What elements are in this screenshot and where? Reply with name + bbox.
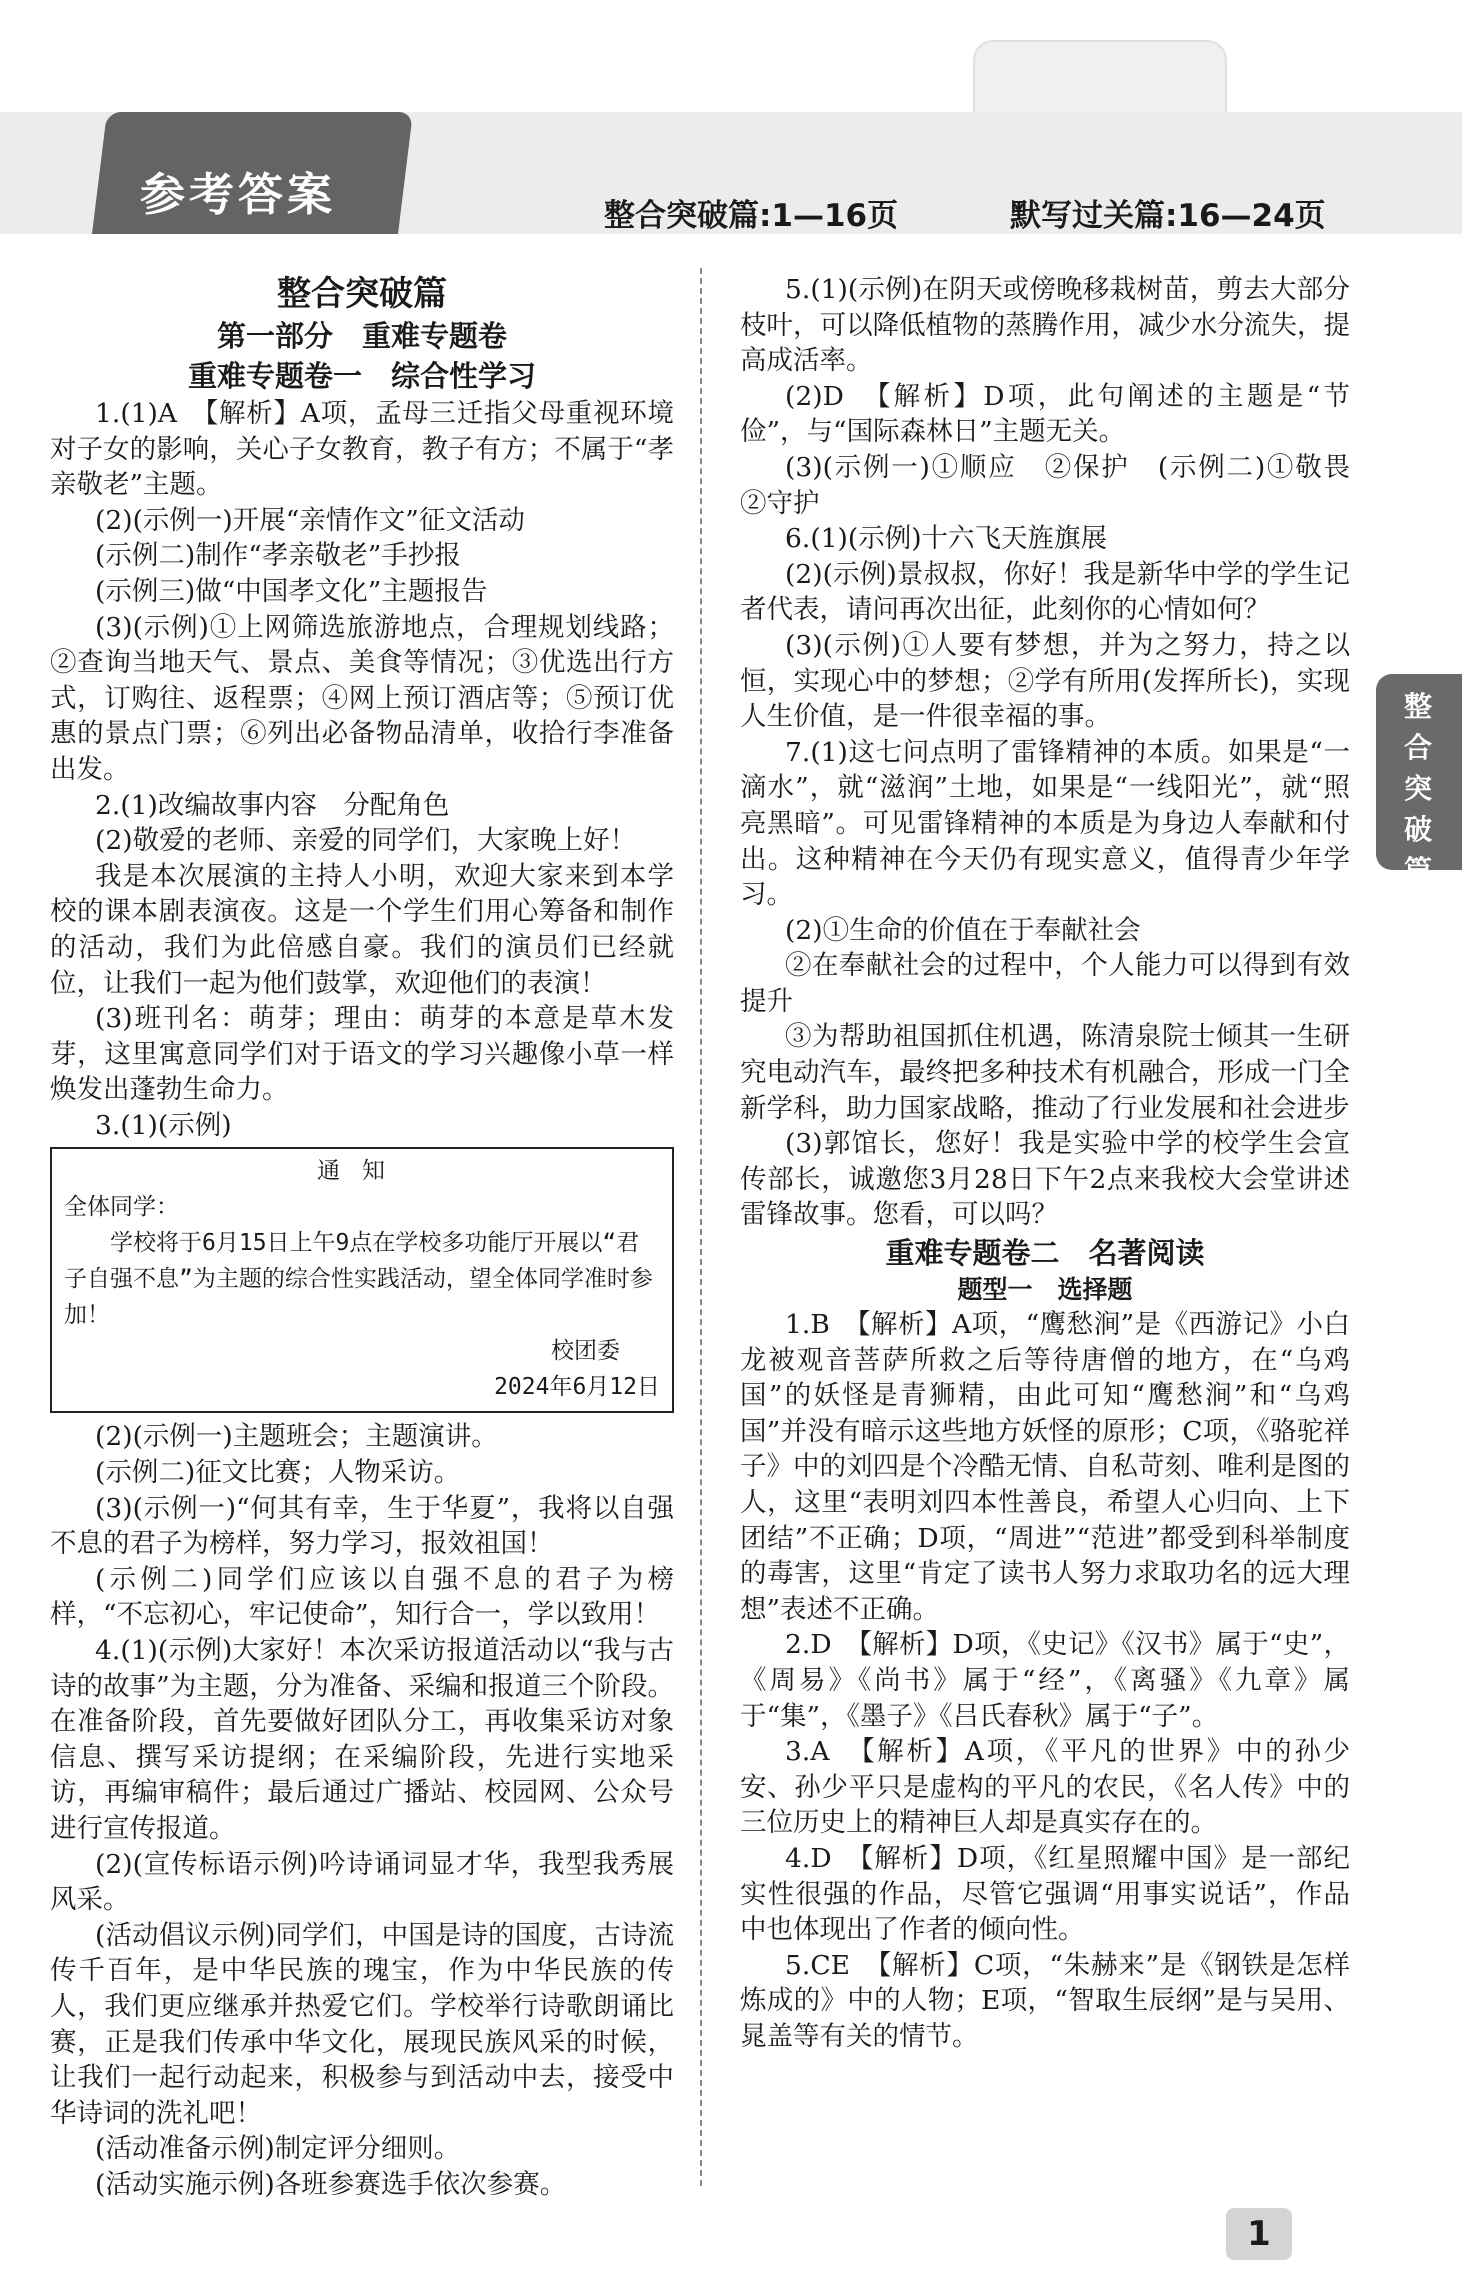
answer-paragraph: (示例三)做“中国孝文化”主题报告 <box>95 575 488 607</box>
side-tab-label: 整合突破篇 <box>1403 690 1432 887</box>
answer-paragraph: (示例二)同学们应该以自强不息的君子为榜样，“不忘初心，牢记使命”，知行合一，学以致用！ <box>50 1563 674 1631</box>
notice-body: 学校将于6月15日上午9点在学校多功能厅开展以“君子自强不息”为主题的综合性实践活动，望全体同学准时参加！ <box>64 1230 653 1329</box>
notice-salutation: 全体同学： <box>64 1194 179 1221</box>
answer-paragraph: 5.(1)(示例)在阴天或傍晚移栽树苗，剪去大部分枝叶，可以降低植物的蒸腾作用，减少水分流失，提高成活率。 <box>740 274 1350 377</box>
answer-paragraph: (3)班刊名：萌芽；理由：萌芽的本意是草木发芽，这里寓意同学们对于语文的学习兴趣像小草一样焕发出蓬勃生命力。 <box>50 1003 674 1106</box>
answer-paragraph: 3.A 【解析】A项，《平凡的世界》中的孙少安、孙少平只是虚构的平凡的农民，《名人传》中的三位历史上的精神巨人却是真实存在的。 <box>740 1736 1350 1839</box>
answer-paragraph: 1.B 【解析】A项，“鹰愁涧”是《西游记》小白龙被观音菩萨所救之后等待唐僧的地方，在“乌鸡国”的妖怪是青狮精，由此可知“鹰愁涧”和“乌鸡国”并没有暗示这些地方妖怪的原形；C项，《骆驼祥子》中的刘四是个冷酷无情、自私苛刻、唯利是图的人，这里“表明刘四本性善良，希望人心归向、上下团结”不正确；D项，“周进”“范进”都受到科举制度的毒害，这里“肯定了读书人努力求取功名的远大理想”表述不正确。 <box>740 1309 1350 1625</box>
answer-paragraph: (2)D 【解析】D项，此句阐述的主题是“节俭”，与“国际森林日”主题无关。 <box>740 380 1350 448</box>
page-number: 1 <box>1247 2214 1271 2254</box>
answer-paragraph: 4.(1)(示例)大家好！本次采访报道活动以“我与古诗的故事”为主题，分为准备、采编和报道三个阶段。在准备阶段，首先要做好团队分工，再收集采访对象信息、撰写采访提纲；在采编阶段，先进行实地采访，再编审稿件；最后通过广播站、校园网、公众号进行宣传报道。 <box>50 1635 674 1844</box>
answer-paragraph: (2)(示例一)开展“亲情作文”征文活动 <box>95 504 525 536</box>
answer-paragraph: (3)(示例一)“何其有幸，生于华夏”，我将以自强不息的君子为榜样，努力学习，报效祖国！ <box>50 1492 674 1560</box>
answer-paragraph: 2.D 【解析】D项，《史记》《汉书》属于“史”，《周易》《尚书》属于“经”，《离骚》《九章》属于“集”，《墨子》《吕氏春秋》属于“子”。 <box>740 1629 1350 1732</box>
notice-box <box>50 1147 674 1413</box>
answer-paragraph: 5.CE 【解析】C项，“朱赫来”是《钢铁是怎样炼成的》中的人物；E项，“智取生辰纲”是与吴用、晁盖等有关的情节。 <box>740 1949 1350 2052</box>
column-divider <box>700 268 702 2186</box>
answer-paragraph: (3)(示例一)①顺应 ②保护 (示例二)①敬畏 ②守护 <box>740 451 1377 519</box>
answer-paragraph: 我是本次展演的主持人小明，欢迎大家来到本学校的课本剧表演夜。这是一个学生们用心筹备和制作的活动，我们为此倍感自豪。我们的演员们已经就位，让我们一起为他们鼓掌，欢迎他们的表演！ <box>50 860 674 999</box>
section-heading: 整合突破篇 <box>277 274 447 314</box>
header-range-dictation: 默写过关篇:16—24页 <box>1010 198 1326 234</box>
answer-paragraph: 2.(1)改编故事内容 分配角色 <box>95 789 450 821</box>
notice-date: 2024年6月12日 <box>494 1374 660 1401</box>
header-range-integration: 整合突破篇:1—16页 <box>604 198 899 234</box>
header-title: 参考答案 <box>140 168 337 221</box>
answer-paragraph: 1.(1)A 【解析】A项，孟母三迁指父母重视环境对子女的影响，关心子女教育，教子有方；不属于“孝亲敬老”主题。 <box>50 398 674 501</box>
answer-paragraph: (活动准备示例)制定评分细则。 <box>95 2133 461 2165</box>
answer-paragraph: 4.D 【解析】D项，《红星照耀中国》是一部纪实性很强的作品，尽管它强调“用事实说话”，作品中也体现出了作者的倾向性。 <box>740 1842 1350 1946</box>
answer-paragraph: (示例二)制作“孝亲敬老”手抄报 <box>95 540 461 572</box>
right-column <box>740 272 1377 2055</box>
answer-paragraph: (2)敬爱的老师、亲爱的同学们，大家晚上好！ <box>95 825 637 857</box>
answer-paragraph: (示例二)征文比赛；人物采访。 <box>95 1457 461 1489</box>
answer-paragraph: (3)郭馆长，您好！我是实验中学的校学生会宣传部长，诚邀您3月28日下午2点来我校大会堂讲述雷锋故事。您看，可以吗？ <box>740 1128 1350 1231</box>
answer-paragraph: 3.(1)(示例) <box>95 1109 232 1141</box>
notice-title: 通知 <box>317 1158 407 1185</box>
answer-paragraph: ③为帮助祖国抓住机遇，陈清泉院士倾其一生研究电动汽车，最终把多种技术有机融合，形成一门全新学科，助力国家战略，推动了行业发展和社会进步 <box>740 1021 1350 1124</box>
answer-paragraph: (活动倡议示例)同学们，中国是诗的国度，古诗流传千百年，是中华民族的瑰宝，作为中华民族的传人，我们更应继承并热爱它们。学校举行诗歌朗诵比赛，正是我们传承中华文化，展现民族风采的时候，让我们一起行动起来，积极参与到活动中去，接受中华诗词的洗礼吧！ <box>50 1919 674 2129</box>
section-heading: 题型一 选择题 <box>957 1275 1133 1305</box>
answer-paragraph: 6.(1)(示例)十六飞天旌旗展 <box>785 523 1108 555</box>
answer-paragraph: ②在奉献社会的过程中，个人能力可以得到有效提升 <box>740 950 1350 1017</box>
answer-paragraph: (2)①生命的价值在于奉献社会 <box>785 914 1141 946</box>
section-heading: 重难专题卷一 综合性学习 <box>187 359 536 393</box>
left-column <box>50 272 674 2203</box>
answer-paragraph: (2)(示例)景叔叔，你好！我是新华中学的学生记者代表，请问再次出征，此刻你的心情如何？ <box>740 558 1350 626</box>
answer-paragraph: (活动实施示例)各班参赛选手依次参赛。 <box>95 2168 567 2200</box>
answer-paragraph: (2)(宣传标语示例)吟诗诵词显才华，我型我秀展风采。 <box>50 1848 674 1916</box>
section-heading: 第一部分 重难专题卷 <box>216 319 507 353</box>
answer-paragraph: (3)(示例)①人要有梦想，并为之努力，持之以恒，实现心中的梦想；②学有所用(发挥所长)，实现人生价值，是一件很幸福的事。 <box>740 629 1350 733</box>
answer-paragraph: 7.(1)这七问点明了雷锋精神的本质。如果是“一滴水”，就“滋润”土地，如果是“一线阳光”，就“照亮黑暗”。可见雷锋精神的本质是为身边人奉献和付出。这种精神在今天仍有现实意义，值得青少年学习。 <box>740 736 1350 911</box>
answer-paragraph: (3)(示例)①上网筛选旅游地点，合理规划线路；②查询当地天气、景点、美食等情况；③优选出行方式，订购往、返程票；④网上预订酒店等；⑤预订优惠的景点门票；⑥列出必备物品清单，收拾行李准备出发。 <box>50 611 674 785</box>
notice-signer: 校团委 <box>551 1338 620 1365</box>
section-heading: 重难专题卷二 名著阅读 <box>885 1236 1205 1271</box>
answer-paragraph: (2)(示例一)主题班会；主题演讲。 <box>95 1421 498 1453</box>
